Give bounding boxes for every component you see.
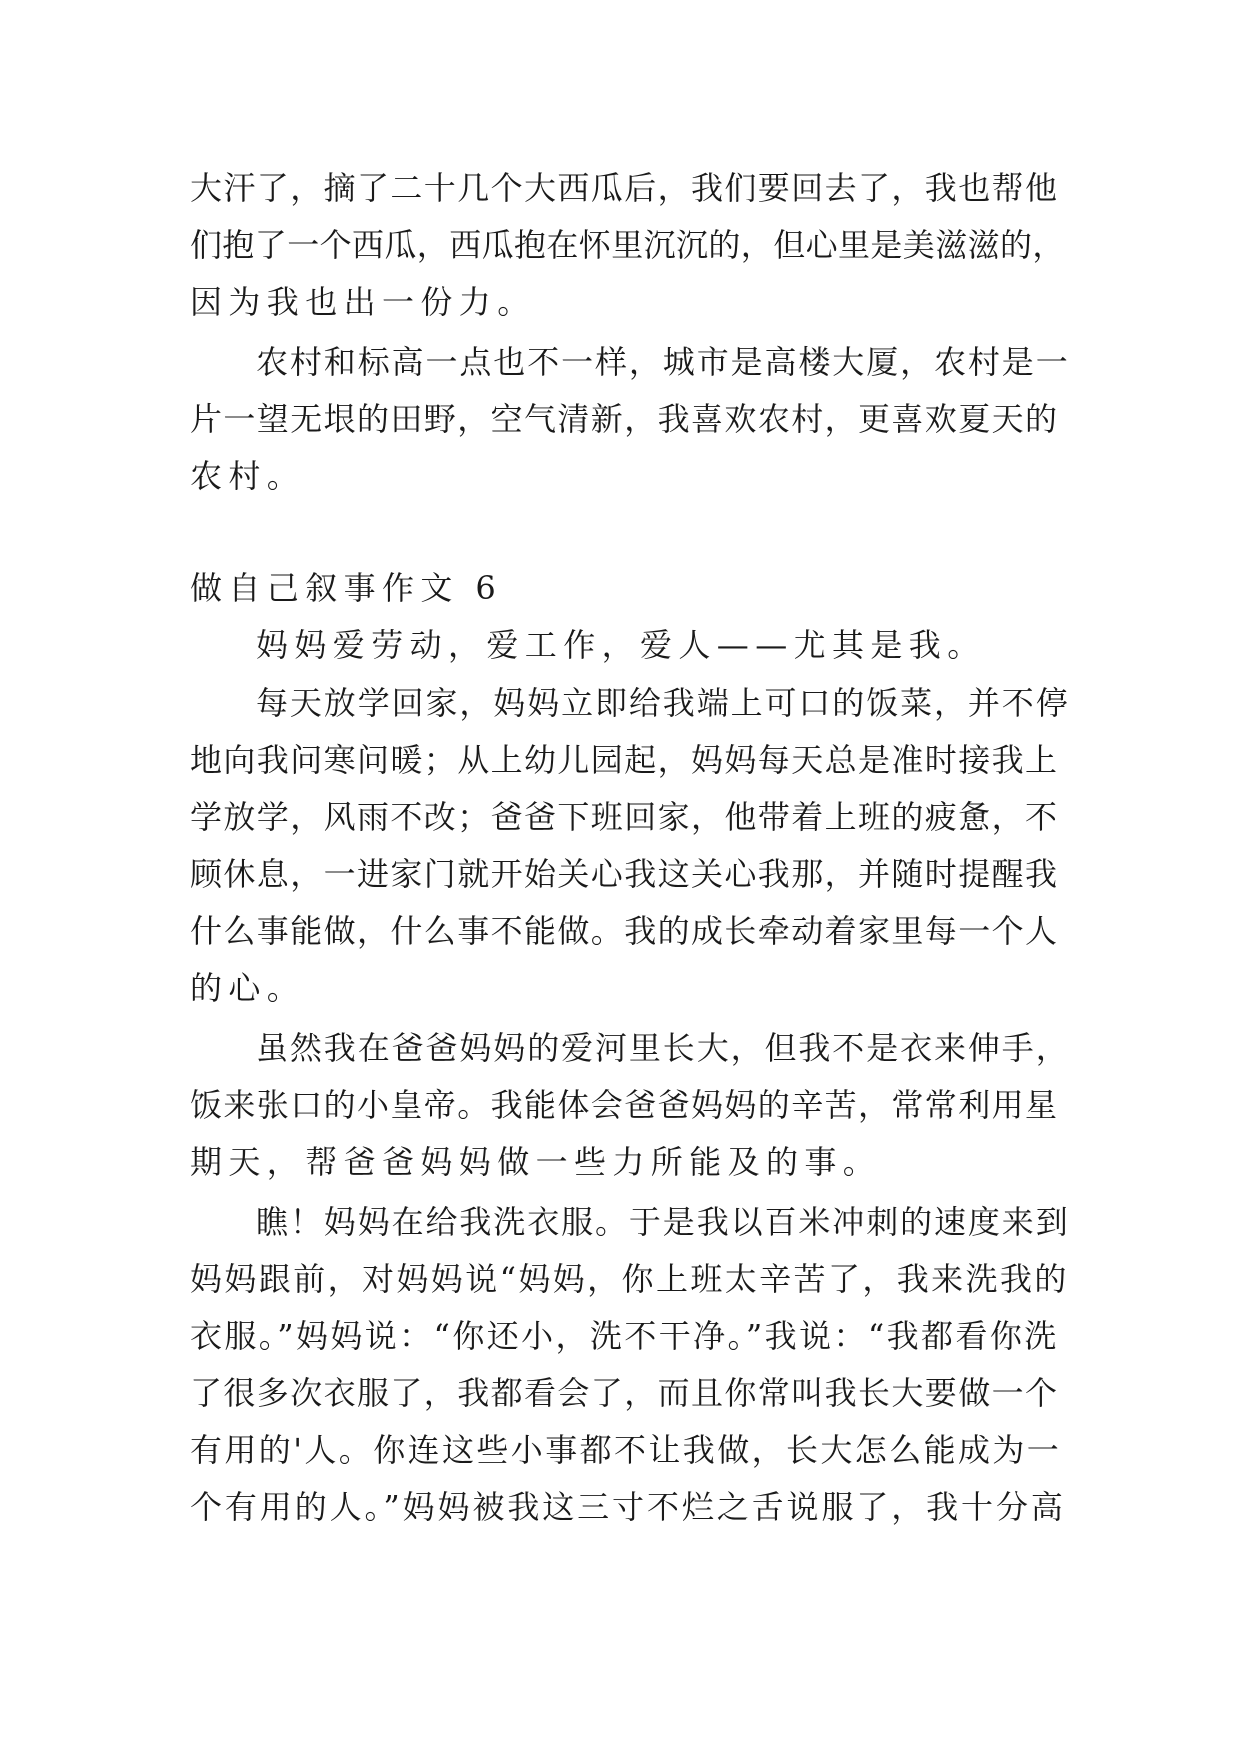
paragraph-first-line: 瞧！妈妈在给我洗衣服。于是我以百米冲刺的速度来到 [256, 1203, 1070, 1241]
text-line: 了很多次衣服了，我都看会了，而且你常叫我长大要做一个 [190, 1374, 1059, 1412]
text-line: 地向我问寒问暖；从上幼儿园起，妈妈每天总是准时接我上 [190, 741, 1059, 779]
text-line: 饭来张口的小皇帝。我能体会爸爸妈妈的辛苦，常常利用星 [190, 1086, 1059, 1124]
text-line: 因为我也出一份力。 [190, 283, 536, 321]
paragraph-first-line: 妈妈爱劳动，爱工作，爱人——尤其是我。 [256, 626, 986, 664]
section-heading: 做自己叙事作文 6 [190, 569, 503, 607]
text-line: 什么事能做，什么事不能做。我的成长牵动着家里每一个人 [190, 912, 1059, 950]
text-line: 期天，帮爸爸妈妈做一些力所能及的事。 [190, 1143, 882, 1181]
text-line: 农村。 [190, 457, 306, 495]
text-line: 有用的'人。你连这些小事都不让我做，长大怎么能成为一 [190, 1431, 1062, 1469]
text-line: 大汗了，摘了二十几个大西瓜后，我们要回去了，我也帮他 [190, 169, 1059, 207]
paragraph-first-line: 每天放学回家，妈妈立即给我端上可口的饭菜，并不停 [256, 684, 1070, 722]
text-line: 学放学，风雨不改；爸爸下班回家，他带着上班的疲惫，不 [190, 798, 1059, 836]
paragraph-first-line: 农村和标高一点也不一样，城市是高楼大厦，农村是一 [256, 343, 1070, 381]
text-line: 个有用的人。”妈妈被我这三寸不烂之舌说服了，我十分高 [190, 1488, 1066, 1526]
text-line: 顾休息，一进家门就开始关心我这关心我那，并随时提醒我 [190, 855, 1059, 893]
text-line: 衣服。”妈妈说：“你还小，洗不干净。”我说：“我都看你洗 [190, 1317, 1059, 1355]
text-line: 片一望无垠的田野，空气清新，我喜欢农村，更喜欢夏天的 [190, 400, 1059, 438]
paragraph-first-line: 虽然我在爸爸妈妈的爱河里长大，但我不是衣来伸手， [256, 1029, 1070, 1067]
text-line: 们抱了一个西瓜，西瓜抱在怀里沉沉的，但心里是美滋滋的， [190, 226, 1065, 264]
text-line: 的心。 [190, 969, 306, 1007]
text-line: 妈妈跟前，对妈妈说“妈妈，你上班太辛苦了，我来洗我的 [190, 1260, 1069, 1298]
